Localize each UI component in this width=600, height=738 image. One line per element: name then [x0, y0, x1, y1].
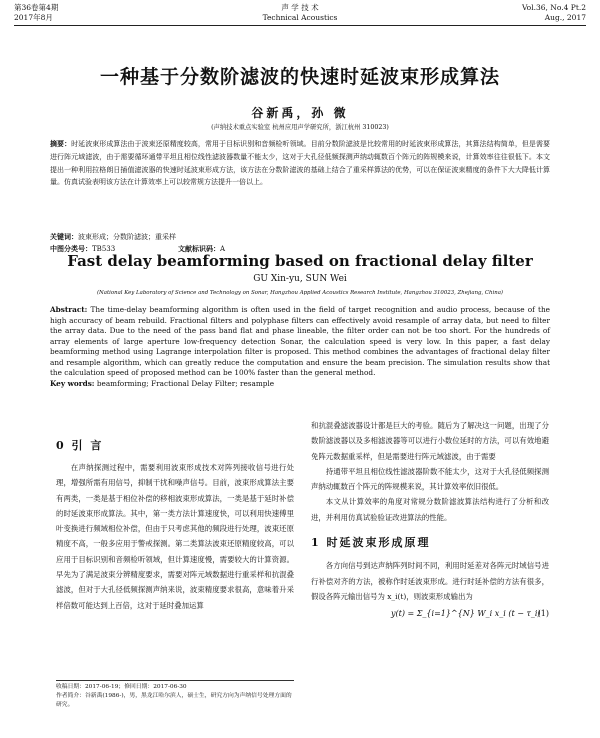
footnote [56, 680, 294, 710]
section-0-heading: 0 引 言 [56, 439, 104, 452]
header-rule [14, 25, 586, 26]
left-column [56, 439, 294, 613]
footnote-author: 作者简介：谷新禹(1986-)，男，黑龙江哈尔滨人，硕士生，研究方向为声纳信号处理方面的研究。 [56, 693, 292, 708]
header-center: 声 学 技 术 Technical Acoustics [262, 3, 338, 22]
paper-title: 一种基于分数阶滤波的快速时延波束形成算法 [99, 66, 500, 88]
section-1-heading: 1 时延波束形成原理 [311, 536, 431, 550]
authors: 谷新禹，孙 微 [251, 106, 349, 120]
abstract-en: Abstract: The time-delay beamforming algorithm is often used in the field of target recognition and audio process, because of the high accuracy of beam rebuild. Fractional filters and polyphase filters can effectively avoid resample of array data, but need to filter the array data. Due to the need of the pass band flat and phase lineable, the filter order can not be too short. For the hundreds of array elements of large aperture low-frequency detection Sonar, the calculation speed is very low. In this paper, a fast delay beamforming method using Lagrange interpolation filter is proposed. This method combines the advantages of fractional delay filter and resample algorithm, which can greatly reduce the computation and ensure the beam precision. The simulation results show that the calculation speed of proposed method can be 100% faster than the general method. Key words: beamforming; Fractional Delay Filter; resample [50, 305, 550, 388]
doc-code: 文献标识码：A [178, 244, 226, 253]
right-paragraph-2: 持通带平坦且相位线性滤波器阶数不能太少，这对于大孔径低频探测声纳动辄数百个阵元的阵规模来说，其计算效率依旧很低。 [311, 466, 549, 492]
intro-paragraph: 在声纳探测过程中，需要利用波束形成技术对阵列接收信号进行处理，增强所需有用信号，抑制干扰和噪声信号。目前，波束形成算法主要有两类，一类是基于相位补偿的移相波束形成算法，一类是基于延时补偿的时延波束形成算法。其中，第一类方法计算速度快，可以利用快速傅里叶变换进行频域相位补偿，但由于只考虑其他的频段进行处理，波束还原精度不高，一般多应用于警戒探测。第二类算法波束还原精度较高，可以应用于目标识别和音频检听领域，但计算速度慢，需要较大的计算资源。早先为了满足波束分辨精度要求，需要对阵元域数据进行重采样和抗混叠滤波，但对于大孔径低频探测声纳来说，波束精度要求很高，意味着升采样倍数可能达到上百倍，这对于延时叠加运算 [56, 463, 294, 610]
english-authors: GU Xin-yu, SUN Wei [253, 274, 347, 284]
right-paragraph-1: 和抗混叠滤波器设计都是巨大的考验。随后为了解决这一问题，出现了分数阶滤波器以及多相滤波器等可以进行小数位延时的方法，可以有效地避免阵元数据重采样，但是需要进行阵元域滤波，由于需要 [311, 421, 549, 461]
equation-1 [311, 606, 549, 624]
english-title: Fast delay beamforming based on fractional delay filter [67, 252, 533, 270]
affiliation: (声纳技术重点实验室 杭州应用声学研究所，浙江杭州 310023) [211, 124, 389, 131]
clc-number: 中图分类号：TB533 [50, 244, 116, 253]
keywords-cn: 关键词：波束形成；分数阶滤波；重采样 [50, 232, 176, 241]
equation-formula: y(t) = Σ_{i=1}^{N} W_i x_i (t − τ_i) [391, 609, 541, 619]
equation-number: (1) [537, 609, 549, 619]
abstract-cn: 摘要：时延波束形成算法由于波束还原精度较高，常用于目标识别和音频检听领域。目前分数阶滤波是比较常用的时延波束形成算法，其算法结构简单，但是需要进行阵元域滤波，由于需要循环通带平坦且相位线性滤波器数量不能太少，这对于大孔径低频探测声纳动辄数百个阵元的阵规模来说，计算效率往往很低下。本文提出一种利用拉格朗日插值滤波器的快速时延波束形成方法，该方法在分数阶滤波的基础上结合了重采样算法的优势，可以在保证波束精度的条件下大大降低计算量。仿真试验表明该方法在计算效率上可以较常规方法提升一倍以上。 [50, 139, 551, 187]
footnote-received: 收稿日期：2017-06-19；修回日期：2017-06-30 [56, 684, 187, 690]
english-affiliation: (National Key Laboratory of Science and Technology on Sonar, Hangzhou Applied Acoustics Research Institute, Hangzhou 310023, Zhejiang, China) [96, 290, 504, 296]
header-right: Vol.36, No.4 Pt.2 Aug., 2017 [521, 3, 586, 22]
header-left: 第36卷第4期 2017年8月 [14, 3, 59, 22]
right-column [311, 418, 549, 624]
right-paragraph-4: 各方向信号到达声纳阵列时间不同，利用时延差对各阵元时域信号进行补偿对齐的方法，被称作时延波束形成。进行时延补偿的方法有很多，假设各阵元输出信号为 x_i(t)，则波束形成输出为 [311, 561, 549, 601]
right-paragraph-3: 本文从计算效率的角度对常规分数阶滤波算法结构进行了分析和改进，并利用仿真试验验证改进算法的性能。 [311, 497, 549, 522]
running-header [14, 3, 586, 27]
